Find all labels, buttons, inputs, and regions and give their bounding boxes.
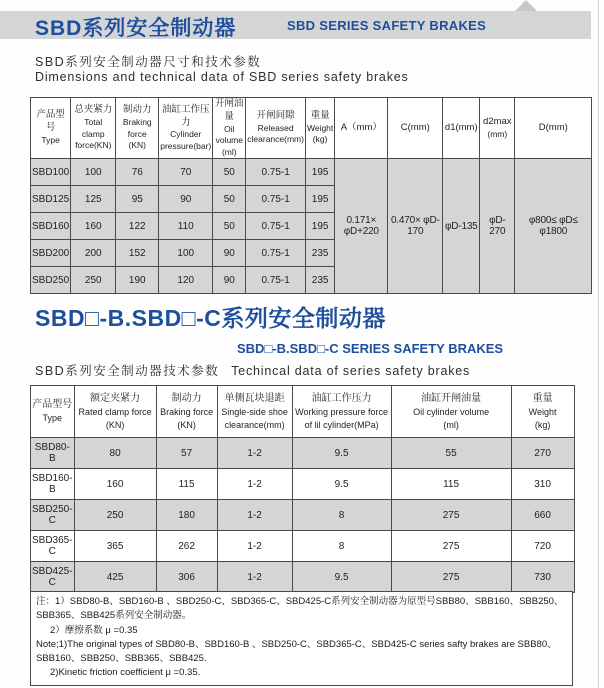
formula-cell: 0.470× φD-170 — [388, 159, 443, 294]
column-header: 重量 Weight (kg) — [305, 98, 334, 159]
table-row — [31, 438, 575, 469]
column-header: 开闸间隙 Released clearance(mm) — [246, 98, 306, 159]
value-cell: 50 — [213, 213, 246, 240]
page-title: SBD系列安全制动器 — [35, 17, 237, 40]
table-row — [31, 562, 575, 593]
value-cell: 0.75-1 — [246, 213, 306, 240]
note-en-1: Note;1)The original types of SBD80-B、SBD160-B 、SBD250-C、SBD365-C、SBD425-C series safty brakes are SBB80、SBB160、SBB250、SBB365、SBB425. — [36, 638, 557, 664]
model-cell: SBD160-B — [31, 469, 75, 500]
value-cell: 125 — [71, 186, 116, 213]
value-cell: 100 — [71, 159, 116, 186]
value-cell: 270 — [511, 438, 574, 469]
value-cell: 0.75-1 — [246, 186, 306, 213]
value-cell: 250 — [74, 500, 156, 531]
value-cell: 180 — [156, 500, 217, 531]
model-cell: SBD365-C — [31, 531, 75, 562]
value-cell: 195 — [305, 159, 334, 186]
model-cell: SBD100 — [31, 159, 71, 186]
value-cell: 50 — [213, 159, 246, 186]
model-cell: SBD160 — [31, 213, 71, 240]
page-edge-line — [598, 0, 599, 688]
value-cell: 235 — [305, 240, 334, 267]
column-header: 油缸开闸油量 Oil cylinder volume (ml) — [391, 386, 511, 438]
value-cell: 70 — [159, 159, 213, 186]
value-cell: 160 — [71, 213, 116, 240]
value-cell: 50 — [213, 186, 246, 213]
technical-data-table — [30, 385, 575, 593]
note-en-2: 2)Kinetic friction coefficient μ =0.35. — [50, 667, 201, 679]
note-zh-2: 2）摩擦系数 μ =0.35 — [50, 624, 138, 636]
dimensions-table-container — [30, 97, 592, 294]
header-row — [31, 386, 575, 438]
section2-title-en: SBD□-B.SBD□-C SERIES SAFETY BRAKES — [237, 341, 504, 356]
dimensions-table — [30, 97, 592, 294]
column-header: D(mm) — [515, 98, 592, 159]
value-cell: 275 — [391, 531, 511, 562]
section1-subtitle-en: Dimensions and technical data of SBD series safety brakes — [35, 70, 409, 84]
model-cell: SBD80-B — [31, 438, 75, 469]
page-title-en: SBD SERIES SAFETY BRAKES — [287, 18, 487, 33]
formula-cell: 0.171× φD+220 — [335, 159, 388, 294]
value-cell: 235 — [305, 267, 334, 294]
section2-subtitle-en: Techincal data of series safety brakes — [231, 364, 471, 378]
value-cell: 310 — [511, 469, 574, 500]
value-cell: 9.5 — [292, 562, 391, 593]
value-cell: 160 — [74, 469, 156, 500]
column-header: 单侧瓦块退距 Single-side shoe clearance(mm) — [217, 386, 292, 438]
value-cell: 122 — [116, 213, 159, 240]
value-cell: 8 — [292, 500, 391, 531]
column-header: 开闸油量 Oil volume (ml) — [213, 98, 246, 159]
value-cell: 8 — [292, 531, 391, 562]
value-cell: 55 — [391, 438, 511, 469]
value-cell: 365 — [74, 531, 156, 562]
value-cell: 195 — [305, 213, 334, 240]
value-cell: 190 — [116, 267, 159, 294]
value-cell: 1-2 — [217, 438, 292, 469]
formula-cell: φD-135 — [443, 159, 480, 294]
value-cell: 120 — [159, 267, 213, 294]
column-header: 产品型号 Type — [31, 98, 71, 159]
formula-cell: φ800≤ φD≤ φ1800 — [515, 159, 592, 294]
value-cell: 425 — [74, 562, 156, 593]
model-cell: SBD200 — [31, 240, 71, 267]
model-cell: SBD125 — [31, 186, 71, 213]
header-row — [31, 98, 592, 159]
value-cell: 57 — [156, 438, 217, 469]
column-header: 重量 Weight (kg) — [511, 386, 574, 438]
value-cell: 262 — [156, 531, 217, 562]
value-cell: 0.75-1 — [246, 240, 306, 267]
value-cell: 95 — [116, 186, 159, 213]
column-header: A（mm） — [335, 98, 388, 159]
value-cell: 90 — [213, 267, 246, 294]
note-zh-1: 注：1）SBD80-B、SBD160-B 、SBD250-C、SBD365-C、SBD425-C系列安全制动器为原型号SBB80、SBB160、SBB250、SBB365、SBB425系列安全制动器。 — [36, 596, 564, 622]
model-cell: SBD425-C — [31, 562, 75, 593]
value-cell: 1-2 — [217, 469, 292, 500]
value-cell: 275 — [391, 562, 511, 593]
column-header: 总夹紧力 Total clamp force(KN) — [71, 98, 116, 159]
column-header: 额定夹紧力 Rated clamp force (KN) — [74, 386, 156, 438]
value-cell: 0.75-1 — [246, 267, 306, 294]
value-cell: 76 — [116, 159, 159, 186]
value-cell: 306 — [156, 562, 217, 593]
table-row — [31, 531, 575, 562]
value-cell: 115 — [156, 469, 217, 500]
value-cell: 0.75-1 — [246, 159, 306, 186]
table-row — [31, 159, 592, 186]
formula-cell: φD-270 — [480, 159, 515, 294]
value-cell: 90 — [213, 240, 246, 267]
value-cell: 1-2 — [217, 531, 292, 562]
value-cell: 9.5 — [292, 438, 391, 469]
decor-triangle-icon — [515, 0, 537, 11]
column-header: d2max (mm) — [480, 98, 515, 159]
value-cell: 1-2 — [217, 500, 292, 531]
value-cell: 90 — [159, 186, 213, 213]
column-header: 产品型号 Type — [31, 386, 75, 438]
value-cell: 720 — [511, 531, 574, 562]
section1-subtitle-zh: SBD系列安全制动器尺寸和技术参数 — [35, 55, 262, 69]
value-cell: 152 — [116, 240, 159, 267]
column-header: d1(mm) — [443, 98, 480, 159]
value-cell: 9.5 — [292, 469, 391, 500]
page-header-bar — [0, 11, 591, 39]
value-cell: 275 — [391, 500, 511, 531]
column-header: 制动力 Braking force (KN) — [156, 386, 217, 438]
model-cell: SBD250 — [31, 267, 71, 294]
value-cell: 100 — [159, 240, 213, 267]
model-cell: SBD250-C — [31, 500, 75, 531]
column-header: 制动力 Braking force (KN) — [116, 98, 159, 159]
value-cell: 80 — [74, 438, 156, 469]
column-header: 油缸工作压力 Cylinder pressure(bar) — [159, 98, 213, 159]
value-cell: 200 — [71, 240, 116, 267]
notes-box — [30, 591, 573, 686]
value-cell: 730 — [511, 562, 574, 593]
table-row — [31, 500, 575, 531]
value-cell: 250 — [71, 267, 116, 294]
value-cell: 110 — [159, 213, 213, 240]
value-cell: 115 — [391, 469, 511, 500]
section2-title: SBD□-B.SBD□-C系列安全制动器 — [35, 305, 386, 331]
value-cell: 1-2 — [217, 562, 292, 593]
value-cell: 195 — [305, 186, 334, 213]
column-header: 油缸工作压力 Working pressure force of lil cylinder(MPa) — [292, 386, 391, 438]
table-row — [31, 469, 575, 500]
section2-subtitle-zh: SBD系列安全制动器技术参数 — [35, 364, 220, 378]
column-header: C(mm) — [388, 98, 443, 159]
section2-subtitle — [35, 361, 470, 379]
value-cell: 660 — [511, 500, 574, 531]
technical-table-container — [30, 385, 575, 593]
